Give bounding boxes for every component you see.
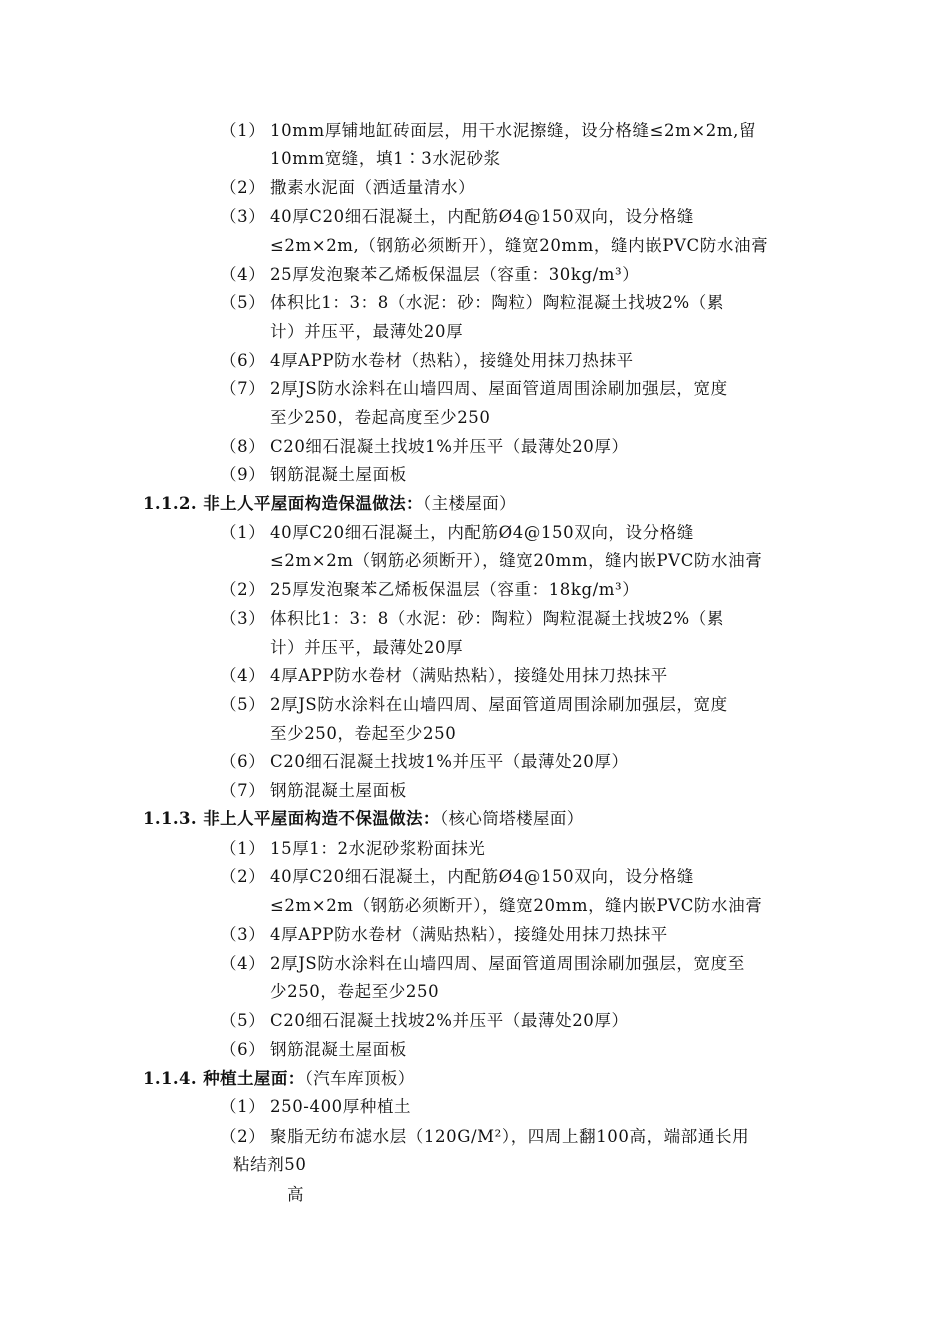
item-number: （4） <box>220 666 266 685</box>
section-subtitle: （汽车库顶板） <box>304 1069 415 1088</box>
item-text: 40厚C20细石混凝土，内配筋Ø4@150双向，设分格缝 <box>270 523 694 542</box>
item-number: （3） <box>220 925 266 944</box>
item-text: 至少250，卷起高度至少250 <box>270 408 491 427</box>
item-text: 钢筋混凝土屋面板 <box>270 1040 407 1059</box>
item-text: 体积比1：3：8（水泥：砂：陶粒）陶粒混凝土找坡2%（累 <box>270 293 724 312</box>
item-number: （3） <box>220 207 266 226</box>
item-number: （8） <box>220 437 266 456</box>
item-number: （7） <box>220 379 266 398</box>
item-number: （2） <box>220 1127 266 1146</box>
item-text: C20细石混凝土找坡1%并压平（最薄处20厚） <box>270 437 629 456</box>
item-text: 2厚JS防水涂料在山墙四周、屋面管道周围涂刷加强层，宽度 <box>270 695 728 714</box>
item-number: （5） <box>220 293 266 312</box>
item-text: 10mm厚铺地缸砖面层，用干水泥擦缝，设分格缝≤2m×2m,留 <box>270 121 757 140</box>
item-text: 计）并压平，最薄处20厚 <box>270 322 464 341</box>
item-number: （9） <box>220 465 266 484</box>
section-heading <box>143 808 584 830</box>
item-text: 10mm宽缝，填1∶3水泥砂浆 <box>270 149 501 168</box>
item-text: C20细石混凝土找坡2%并压平（最薄处20厚） <box>270 1011 629 1030</box>
section-subtitle: （主楼屋面） <box>422 494 517 513</box>
item-text: 撒素水泥面（洒适量清水） <box>270 178 476 197</box>
section-heading <box>143 493 516 515</box>
item-number: （2） <box>220 580 266 599</box>
item-number: （6） <box>220 752 266 771</box>
item-number: （1） <box>220 121 266 140</box>
item-text: 粘结剂50 <box>233 1155 307 1174</box>
item-text: 25厚发泡聚苯乙烯板保温层（容重：18kg/m³） <box>270 580 640 599</box>
item-number: （5） <box>220 695 266 714</box>
item-number: （1） <box>220 523 266 542</box>
item-text: 钢筋混凝土屋面板 <box>270 781 407 800</box>
item-text: ≤2m×2m（钢筋必须断开），缝宽20mm，缝内嵌PVC防水油膏 <box>270 551 763 570</box>
item-text: 少250，卷起至少250 <box>270 982 440 1001</box>
item-number: （1） <box>220 839 266 858</box>
item-text: 4厚APP防水卷材（热粘），接缝处用抹刀热抹平 <box>270 351 634 370</box>
item-text: 计）并压平，最薄处20厚 <box>270 638 464 657</box>
item-text: C20细石混凝土找坡1%并压平（最薄处20厚） <box>270 752 629 771</box>
item-text: 250-400厚种植土 <box>270 1097 412 1116</box>
item-text: 15厚1：2水泥砂浆粉面抹光 <box>270 839 486 858</box>
item-text: 4厚APP防水卷材（满贴热粘），接缝处用抹刀热抹平 <box>270 666 668 685</box>
section-subtitle: （核心筒塔楼屋面） <box>439 809 584 828</box>
trailing-word: 高 <box>287 1185 305 1204</box>
item-text: 聚脂无纺布滤水层（120G/M²），四周上翻100高，端部通长用 <box>270 1127 750 1146</box>
item-number: （4） <box>220 265 266 284</box>
item-text: 体积比1：3：8（水泥：砂：陶粒）陶粒混凝土找坡2%（累 <box>270 609 724 628</box>
item-number: （4） <box>220 954 266 973</box>
item-text: 2厚JS防水涂料在山墙四周、屋面管道周围涂刷加强层，宽度至 <box>270 954 745 973</box>
item-number: （5） <box>220 1011 266 1030</box>
item-number: （6） <box>220 1040 266 1059</box>
item-number: （7） <box>220 781 266 800</box>
item-text: 40厚C20细石混凝土，内配筋Ø4@150双向，设分格缝 <box>270 867 694 886</box>
item-text: ≤2m×2m,（钢筋必须断开），缝宽20mm，缝内嵌PVC防水油膏 <box>270 236 769 255</box>
item-text: 2厚JS防水涂料在山墙四周、屋面管道周围涂刷加强层，宽度 <box>270 379 728 398</box>
section-title: 1.1.3. 非上人平屋面构造不保温做法： <box>143 809 440 828</box>
item-text: 4厚APP防水卷材（满贴热粘），接缝处用抹刀热抹平 <box>270 925 668 944</box>
item-text: 25厚发泡聚苯乙烯板保温层（容重：30kg/m³） <box>270 265 640 284</box>
item-text: 钢筋混凝土屋面板 <box>270 465 407 484</box>
item-text: 40厚C20细石混凝土，内配筋Ø4@150双向，设分格缝 <box>270 207 694 226</box>
item-number: （2） <box>220 178 266 197</box>
item-number: （2） <box>220 867 266 886</box>
item-number: （6） <box>220 351 266 370</box>
item-text: 至少250，卷起至少250 <box>270 724 457 743</box>
item-text: ≤2m×2m（钢筋必须断开），缝宽20mm，缝内嵌PVC防水油膏 <box>270 896 763 915</box>
item-number: （1） <box>220 1097 266 1116</box>
section-title: 1.1.2. 非上人平屋面构造保温做法： <box>143 494 423 513</box>
section-heading <box>143 1068 415 1090</box>
section-title: 1.1.4. 种植土屋面： <box>143 1069 305 1088</box>
item-number: （3） <box>220 609 266 628</box>
